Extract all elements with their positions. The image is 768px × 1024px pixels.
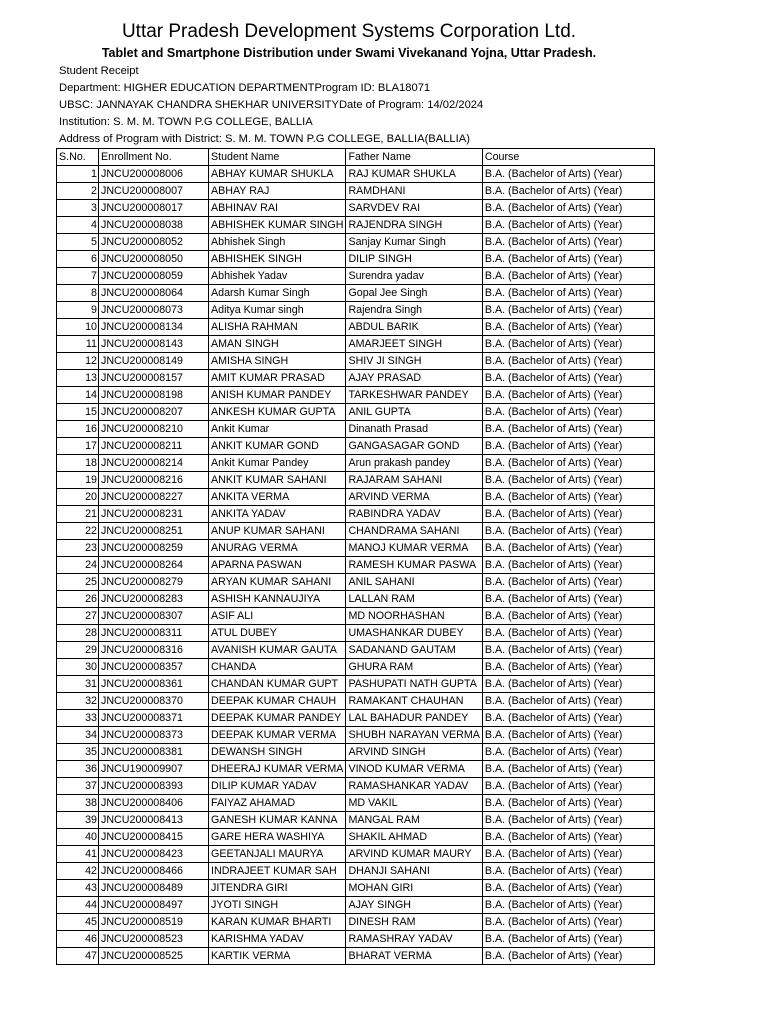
cell-father-name: LALLAN RAM [346, 591, 482, 608]
cell-sno: 46 [57, 931, 99, 948]
cell-student-name: DEEPAK KUMAR PANDEY [209, 710, 346, 727]
cell-father-name: GANGASAGAR GOND [346, 438, 482, 455]
table-row [57, 472, 655, 489]
cell-enrollment: JNCU200008064 [99, 285, 209, 302]
cell-father-name: SARVDEV RAI [346, 200, 482, 217]
cell-course: B.A. (Bachelor of Arts) (Year) [482, 438, 654, 455]
cell-student-name: Adarsh Kumar Singh [209, 285, 346, 302]
table-row [57, 914, 655, 931]
cell-student-name: ANKESH KUMAR GUPTA [209, 404, 346, 421]
cell-student-name: ABHISHEK SINGH [209, 251, 346, 268]
cell-sno: 40 [57, 829, 99, 846]
cell-father-name: GHURA RAM [346, 659, 482, 676]
cell-father-name: SHAKIL AHMAD [346, 829, 482, 846]
cell-enrollment: JNCU200008466 [99, 863, 209, 880]
cell-enrollment: JNCU200008370 [99, 693, 209, 710]
table-row [57, 557, 655, 574]
cell-father-name: Rajendra Singh [346, 302, 482, 319]
cell-sno: 13 [57, 370, 99, 387]
cell-student-name: AVANISH KUMAR GAUTA [209, 642, 346, 659]
cell-enrollment: JNCU200008050 [99, 251, 209, 268]
cell-enrollment: JNCU200008283 [99, 591, 209, 608]
cell-enrollment: JNCU200008207 [99, 404, 209, 421]
cell-father-name: LAL BAHADUR PANDEY [346, 710, 482, 727]
header-student-name: Student Name [209, 149, 346, 166]
cell-course: B.A. (Bachelor of Arts) (Year) [482, 557, 654, 574]
cell-sno: 42 [57, 863, 99, 880]
cell-enrollment: JNCU200008134 [99, 319, 209, 336]
table-row [57, 880, 655, 897]
header-father-name: Father Name [346, 149, 482, 166]
cell-student-name: Ankit Kumar [209, 421, 346, 438]
cell-student-name: DEEPAK KUMAR CHAUH [209, 693, 346, 710]
cell-course: B.A. (Bachelor of Arts) (Year) [482, 659, 654, 676]
cell-enrollment: JNCU200008311 [99, 625, 209, 642]
cell-sno: 11 [57, 336, 99, 353]
cell-father-name: ANIL SAHANI [346, 574, 482, 591]
ubsc-line: UBSC: JANNAYAK CHANDRA SHEKHAR UNIVERSITYDate of Program: 14/02/2024 [59, 99, 484, 111]
cell-course: B.A. (Bachelor of Arts) (Year) [482, 727, 654, 744]
cell-course: B.A. (Bachelor of Arts) (Year) [482, 744, 654, 761]
cell-enrollment: JNCU200008525 [99, 948, 209, 965]
cell-student-name: ATUL DUBEY [209, 625, 346, 642]
cell-course: B.A. (Bachelor of Arts) (Year) [482, 795, 654, 812]
cell-student-name: DEWANSH SINGH [209, 744, 346, 761]
cell-student-name: DHEERAJ KUMAR VERMA [209, 761, 346, 778]
cell-student-name: DEEPAK KUMAR VERMA [209, 727, 346, 744]
cell-sno: 26 [57, 591, 99, 608]
cell-student-name: KARTIK VERMA [209, 948, 346, 965]
cell-father-name: Sanjay Kumar Singh [346, 234, 482, 251]
cell-sno: 1 [57, 166, 99, 183]
cell-course: B.A. (Bachelor of Arts) (Year) [482, 897, 654, 914]
table-row [57, 217, 655, 234]
cell-sno: 30 [57, 659, 99, 676]
cell-enrollment: JNCU200008059 [99, 268, 209, 285]
cell-enrollment: JNCU200008052 [99, 234, 209, 251]
cell-enrollment: JNCU200008214 [99, 455, 209, 472]
table-row [57, 421, 655, 438]
table-row [57, 540, 655, 557]
table-row [57, 710, 655, 727]
cell-enrollment: JNCU200008423 [99, 846, 209, 863]
table-row [57, 302, 655, 319]
cell-course: B.A. (Bachelor of Arts) (Year) [482, 370, 654, 387]
table-header-row [57, 149, 655, 166]
cell-course: B.A. (Bachelor of Arts) (Year) [482, 625, 654, 642]
cell-course: B.A. (Bachelor of Arts) (Year) [482, 914, 654, 931]
cell-enrollment: JNCU200008307 [99, 608, 209, 625]
cell-father-name: AJAY PRASAD [346, 370, 482, 387]
cell-student-name: ASIF ALI [209, 608, 346, 625]
cell-sno: 19 [57, 472, 99, 489]
cell-father-name: BHARAT VERMA [346, 948, 482, 965]
cell-course: B.A. (Bachelor of Arts) (Year) [482, 523, 654, 540]
cell-enrollment: JNCU200008231 [99, 506, 209, 523]
table-row [57, 812, 655, 829]
cell-course: B.A. (Bachelor of Arts) (Year) [482, 472, 654, 489]
cell-student-name: JITENDRA GIRI [209, 880, 346, 897]
cell-student-name: AMISHA SINGH [209, 353, 346, 370]
cell-student-name: GANESH KUMAR KANNA [209, 812, 346, 829]
cell-student-name: Abhishek Singh [209, 234, 346, 251]
cell-course: B.A. (Bachelor of Arts) (Year) [482, 217, 654, 234]
cell-student-name: ANISH KUMAR PANDEY [209, 387, 346, 404]
cell-father-name: MANOJ KUMAR VERMA [346, 540, 482, 557]
cell-father-name: RAMDHANI [346, 183, 482, 200]
cell-enrollment: JNCU200008073 [99, 302, 209, 319]
table-row [57, 455, 655, 472]
cell-enrollment: JNCU200008264 [99, 557, 209, 574]
cell-father-name: Arun prakash pandey [346, 455, 482, 472]
table-row [57, 608, 655, 625]
cell-father-name: RABINDRA YADAV [346, 506, 482, 523]
cell-enrollment: JNCU200008143 [99, 336, 209, 353]
cell-father-name: RAMASHANKAR YADAV [346, 778, 482, 795]
cell-father-name: DINESH RAM [346, 914, 482, 931]
cell-enrollment: JNCU200008489 [99, 880, 209, 897]
table-row [57, 523, 655, 540]
cell-enrollment: JNCU200008198 [99, 387, 209, 404]
cell-father-name: RAMESH KUMAR PASWA [346, 557, 482, 574]
cell-father-name: SADANAND GAUTAM [346, 642, 482, 659]
cell-sno: 25 [57, 574, 99, 591]
cell-father-name: ANIL GUPTA [346, 404, 482, 421]
cell-father-name: MOHAN GIRI [346, 880, 482, 897]
cell-course: B.A. (Bachelor of Arts) (Year) [482, 540, 654, 557]
cell-father-name: RAMAKANT CHAUHAN [346, 693, 482, 710]
cell-course: B.A. (Bachelor of Arts) (Year) [482, 693, 654, 710]
cell-course: B.A. (Bachelor of Arts) (Year) [482, 608, 654, 625]
document-subtitle: Tablet and Smartphone Distribution under Swami Vivekanand Yojna, Uttar Pradesh. [101, 46, 597, 60]
cell-enrollment: JNCU200008216 [99, 472, 209, 489]
cell-father-name: RAJENDRA SINGH [346, 217, 482, 234]
receipt-meta [59, 63, 659, 148]
cell-sno: 24 [57, 557, 99, 574]
table-row [57, 234, 655, 251]
cell-father-name: ARVIND SINGH [346, 744, 482, 761]
table-row [57, 183, 655, 200]
cell-course: B.A. (Bachelor of Arts) (Year) [482, 251, 654, 268]
table-row [57, 404, 655, 421]
table-row [57, 829, 655, 846]
cell-student-name: ANURAG VERMA [209, 540, 346, 557]
cell-student-name: FAIYAZ AHAMAD [209, 795, 346, 812]
cell-course: B.A. (Bachelor of Arts) (Year) [482, 489, 654, 506]
cell-course: B.A. (Bachelor of Arts) (Year) [482, 166, 654, 183]
receipt-label: Student Receipt [59, 65, 139, 77]
table-row [57, 846, 655, 863]
cell-enrollment: JNCU200008017 [99, 200, 209, 217]
cell-enrollment: JNCU200008523 [99, 931, 209, 948]
table-row [57, 591, 655, 608]
cell-student-name: GEETANJALI MAURYA [209, 846, 346, 863]
cell-sno: 31 [57, 676, 99, 693]
cell-enrollment: JNCU200008519 [99, 914, 209, 931]
cell-father-name: SHUBH NARAYAN VERMA [346, 727, 482, 744]
header-enrollment: Enrollment No. [99, 149, 209, 166]
cell-sno: 2 [57, 183, 99, 200]
cell-student-name: Abhishek Yadav [209, 268, 346, 285]
cell-sno: 20 [57, 489, 99, 506]
cell-enrollment: JNCU200008393 [99, 778, 209, 795]
cell-course: B.A. (Bachelor of Arts) (Year) [482, 404, 654, 421]
cell-sno: 36 [57, 761, 99, 778]
table-row [57, 744, 655, 761]
cell-father-name: Gopal Jee Singh [346, 285, 482, 302]
table-row [57, 319, 655, 336]
cell-sno: 32 [57, 693, 99, 710]
cell-enrollment: JNCU200008415 [99, 829, 209, 846]
cell-enrollment: JNCU190009907 [99, 761, 209, 778]
table-row [57, 489, 655, 506]
cell-enrollment: JNCU200008381 [99, 744, 209, 761]
header-sno: S.No. [57, 149, 99, 166]
cell-course: B.A. (Bachelor of Arts) (Year) [482, 574, 654, 591]
cell-sno: 43 [57, 880, 99, 897]
cell-course: B.A. (Bachelor of Arts) (Year) [482, 761, 654, 778]
cell-father-name: RAJARAM SAHANI [346, 472, 482, 489]
department-line: Department: HIGHER EDUCATION DEPARTMENTProgram ID: BLA18071 [59, 82, 431, 94]
cell-sno: 23 [57, 540, 99, 557]
table-row [57, 693, 655, 710]
cell-enrollment: JNCU200008279 [99, 574, 209, 591]
cell-enrollment: JNCU200008413 [99, 812, 209, 829]
cell-enrollment: JNCU200008038 [99, 217, 209, 234]
cell-father-name: RAJ KUMAR SHUKLA [346, 166, 482, 183]
cell-student-name: ALISHA RAHMAN [209, 319, 346, 336]
cell-enrollment: JNCU200008371 [99, 710, 209, 727]
cell-course: B.A. (Bachelor of Arts) (Year) [482, 812, 654, 829]
cell-student-name: CHANDAN KUMAR GUPT [209, 676, 346, 693]
cell-sno: 21 [57, 506, 99, 523]
cell-student-name: JYOTI SINGH [209, 897, 346, 914]
cell-father-name: ARVIND KUMAR MAURY [346, 846, 482, 863]
cell-course: B.A. (Bachelor of Arts) (Year) [482, 234, 654, 251]
cell-father-name: ARVIND VERMA [346, 489, 482, 506]
cell-father-name: ABDUL BARIK [346, 319, 482, 336]
cell-enrollment: JNCU200008373 [99, 727, 209, 744]
cell-enrollment: JNCU200008259 [99, 540, 209, 557]
cell-student-name: ANKIT KUMAR GOND [209, 438, 346, 455]
cell-course: B.A. (Bachelor of Arts) (Year) [482, 642, 654, 659]
cell-course: B.A. (Bachelor of Arts) (Year) [482, 931, 654, 948]
cell-student-name: ASHISH KANNAUJIYA [209, 591, 346, 608]
cell-sno: 8 [57, 285, 99, 302]
cell-course: B.A. (Bachelor of Arts) (Year) [482, 710, 654, 727]
cell-student-name: ABHISHEK KUMAR SINGH [209, 217, 346, 234]
header-course: Course [482, 149, 654, 166]
table-row [57, 370, 655, 387]
student-table [56, 148, 655, 965]
cell-sno: 4 [57, 217, 99, 234]
cell-course: B.A. (Bachelor of Arts) (Year) [482, 829, 654, 846]
cell-father-name: MANGAL RAM [346, 812, 482, 829]
cell-sno: 16 [57, 421, 99, 438]
table-row [57, 200, 655, 217]
cell-course: B.A. (Bachelor of Arts) (Year) [482, 387, 654, 404]
cell-sno: 47 [57, 948, 99, 965]
table-row [57, 336, 655, 353]
table-row [57, 795, 655, 812]
table-row [57, 863, 655, 880]
cell-course: B.A. (Bachelor of Arts) (Year) [482, 183, 654, 200]
cell-course: B.A. (Bachelor of Arts) (Year) [482, 302, 654, 319]
table-row [57, 268, 655, 285]
table-row [57, 642, 655, 659]
cell-student-name: GARE HERA WASHIYA [209, 829, 346, 846]
table-body [57, 166, 655, 965]
table-row [57, 251, 655, 268]
cell-student-name: INDRAJEET KUMAR SAH [209, 863, 346, 880]
cell-enrollment: JNCU200008251 [99, 523, 209, 540]
table-row [57, 676, 655, 693]
cell-sno: 6 [57, 251, 99, 268]
cell-father-name: MD VAKIL [346, 795, 482, 812]
table-row [57, 166, 655, 183]
cell-course: B.A. (Bachelor of Arts) (Year) [482, 353, 654, 370]
cell-enrollment: JNCU200008149 [99, 353, 209, 370]
cell-student-name: AMIT KUMAR PRASAD [209, 370, 346, 387]
cell-sno: 9 [57, 302, 99, 319]
cell-sno: 22 [57, 523, 99, 540]
cell-father-name: TARKESHWAR PANDEY [346, 387, 482, 404]
cell-course: B.A. (Bachelor of Arts) (Year) [482, 591, 654, 608]
cell-student-name: CHANDA [209, 659, 346, 676]
table-row [57, 353, 655, 370]
cell-sno: 45 [57, 914, 99, 931]
cell-course: B.A. (Bachelor of Arts) (Year) [482, 319, 654, 336]
cell-father-name: Dinanath Prasad [346, 421, 482, 438]
cell-student-name: ABHAY KUMAR SHUKLA [209, 166, 346, 183]
table-row [57, 897, 655, 914]
cell-course: B.A. (Bachelor of Arts) (Year) [482, 846, 654, 863]
cell-sno: 27 [57, 608, 99, 625]
cell-father-name: RAMASHRAY YADAV [346, 931, 482, 948]
cell-sno: 38 [57, 795, 99, 812]
cell-student-name: Aditya Kumar singh [209, 302, 346, 319]
cell-father-name: VINOD KUMAR VERMA [346, 761, 482, 778]
cell-enrollment: JNCU200008210 [99, 421, 209, 438]
cell-sno: 41 [57, 846, 99, 863]
cell-father-name: AMARJEET SINGH [346, 336, 482, 353]
cell-sno: 44 [57, 897, 99, 914]
cell-sno: 29 [57, 642, 99, 659]
cell-sno: 28 [57, 625, 99, 642]
document-title: Uttar Pradesh Development Systems Corporation Ltd. [121, 21, 577, 42]
cell-student-name: APARNA PASWAN [209, 557, 346, 574]
address-line: Address of Program with District: S. M. M. TOWN P.G COLLEGE, BALLIA(BALLIA) [59, 133, 470, 145]
cell-sno: 3 [57, 200, 99, 217]
cell-father-name: SHIV JI SINGH [346, 353, 482, 370]
cell-father-name: UMASHANKAR DUBEY [346, 625, 482, 642]
cell-course: B.A. (Bachelor of Arts) (Year) [482, 948, 654, 965]
cell-father-name: Surendra yadav [346, 268, 482, 285]
cell-father-name: DILIP SINGH [346, 251, 482, 268]
cell-course: B.A. (Bachelor of Arts) (Year) [482, 506, 654, 523]
cell-course: B.A. (Bachelor of Arts) (Year) [482, 778, 654, 795]
cell-student-name: AMAN SINGH [209, 336, 346, 353]
cell-course: B.A. (Bachelor of Arts) (Year) [482, 268, 654, 285]
cell-enrollment: JNCU200008006 [99, 166, 209, 183]
table-row [57, 285, 655, 302]
cell-enrollment: JNCU200008316 [99, 642, 209, 659]
cell-sno: 7 [57, 268, 99, 285]
cell-student-name: ANKIT KUMAR SAHANI [209, 472, 346, 489]
table-row [57, 438, 655, 455]
table-row [57, 948, 655, 965]
cell-student-name: DILIP KUMAR YADAV [209, 778, 346, 795]
cell-sno: 34 [57, 727, 99, 744]
table-row [57, 574, 655, 591]
cell-sno: 5 [57, 234, 99, 251]
cell-enrollment: JNCU200008007 [99, 183, 209, 200]
cell-student-name: ANUP KUMAR SAHANI [209, 523, 346, 540]
cell-sno: 37 [57, 778, 99, 795]
cell-student-name: ABHAY RAJ [209, 183, 346, 200]
cell-sno: 10 [57, 319, 99, 336]
cell-sno: 17 [57, 438, 99, 455]
table-row [57, 778, 655, 795]
cell-enrollment: JNCU200008361 [99, 676, 209, 693]
cell-course: B.A. (Bachelor of Arts) (Year) [482, 880, 654, 897]
cell-enrollment: JNCU200008357 [99, 659, 209, 676]
cell-father-name: CHANDRAMA SAHANI [346, 523, 482, 540]
cell-father-name: PASHUPATI NATH GUPTA [346, 676, 482, 693]
cell-student-name: KARAN KUMAR BHARTI [209, 914, 346, 931]
cell-course: B.A. (Bachelor of Arts) (Year) [482, 285, 654, 302]
cell-course: B.A. (Bachelor of Arts) (Year) [482, 421, 654, 438]
table-row [57, 659, 655, 676]
table-row [57, 506, 655, 523]
cell-enrollment: JNCU200008211 [99, 438, 209, 455]
cell-sno: 18 [57, 455, 99, 472]
cell-sno: 33 [57, 710, 99, 727]
cell-father-name: AJAY SINGH [346, 897, 482, 914]
cell-enrollment: JNCU200008497 [99, 897, 209, 914]
cell-father-name: MD NOORHASHAN [346, 608, 482, 625]
cell-enrollment: JNCU200008227 [99, 489, 209, 506]
cell-student-name: ARYAN KUMAR SAHANI [209, 574, 346, 591]
cell-student-name: Ankit Kumar Pandey [209, 455, 346, 472]
cell-sno: 12 [57, 353, 99, 370]
table-row [57, 727, 655, 744]
cell-course: B.A. (Bachelor of Arts) (Year) [482, 676, 654, 693]
table-row [57, 625, 655, 642]
table-row [57, 761, 655, 778]
cell-sno: 14 [57, 387, 99, 404]
cell-student-name: ANKITA YADAV [209, 506, 346, 523]
cell-course: B.A. (Bachelor of Arts) (Year) [482, 200, 654, 217]
cell-student-name: KARISHMA YADAV [209, 931, 346, 948]
cell-father-name: DHANJI SAHANI [346, 863, 482, 880]
cell-sno: 39 [57, 812, 99, 829]
cell-course: B.A. (Bachelor of Arts) (Year) [482, 455, 654, 472]
cell-course: B.A. (Bachelor of Arts) (Year) [482, 863, 654, 880]
institution-line: Institution: S. M. M. TOWN P.G COLLEGE, BALLIA [59, 116, 313, 128]
table-row [57, 387, 655, 404]
cell-sno: 15 [57, 404, 99, 421]
cell-sno: 35 [57, 744, 99, 761]
cell-course: B.A. (Bachelor of Arts) (Year) [482, 336, 654, 353]
cell-enrollment: JNCU200008406 [99, 795, 209, 812]
cell-student-name: ANKITA VERMA [209, 489, 346, 506]
table-row [57, 931, 655, 948]
cell-student-name: ABHINAV RAI [209, 200, 346, 217]
cell-enrollment: JNCU200008157 [99, 370, 209, 387]
